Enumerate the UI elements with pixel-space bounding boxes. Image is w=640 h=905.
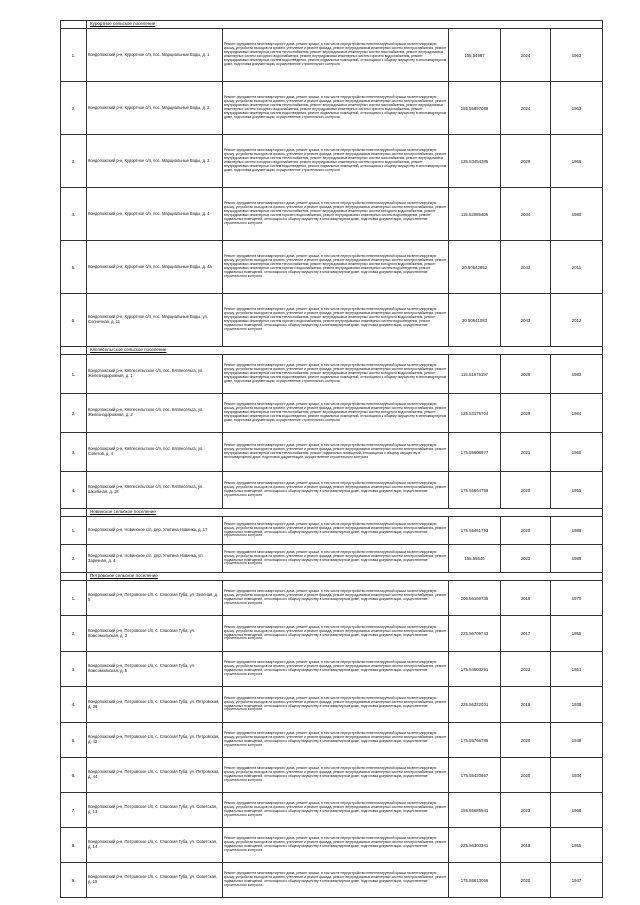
address-cell: Кондопожский р-н, Курортное с/п, пос. Марциальные Воды, д. 1 (87, 29, 223, 82)
section-blank-cell (61, 347, 87, 355)
row-number: 7. (61, 793, 87, 828)
cost-cell: 155.54987 (449, 29, 501, 82)
works-cell: Ремонт фундамента многоквартирного дома, ремонт крыши, в том числе переустройство невентилируемой крыши на вентилируемую крышу, устройство выходов на кровлю, утепление и ремонт фасада, ремонт внутридомовых инженерных систем электроснабжения, ремонт внутридомовых инженерных систем теплоснабжения, ремонт внутридомовых инженерных систем холодного водоснабжения, ремонт внутридомовых инженерных систем горячего водоснабжения, ремонт внутридомовых инженерных систем водоотведения, ремонт подвальных помещений, относящихся к общему имуществу в многоквартирном доме, подготовка документации, осуществление строительного контроля (223, 188, 449, 241)
address-cell: Кондопожский р-н, Петровское с/п, с. Спасская Губа, ул. Петровская, д. 44 (87, 758, 223, 793)
table-row (61, 355, 603, 394)
cost-cell: 155.55897089 (449, 82, 501, 135)
built-year-cell: 1938 (551, 687, 603, 723)
year-cell: 2022 (501, 652, 551, 687)
section-title: Новинское сельское поселение (87, 509, 603, 517)
built-year-cell: 1984 (551, 394, 603, 433)
row-number: 4. (61, 687, 87, 723)
cost-cell: 205.56169735 (449, 581, 501, 616)
section-blank-cell (61, 21, 87, 29)
year-cell: 2020 (501, 517, 551, 545)
address-cell: Кондопожский р-н, Новинское с/п, дер. Улитина Новинка, ул. Заречная, д. 4 (87, 545, 223, 573)
year-cell: 2018 (501, 687, 551, 723)
built-year-cell: 2012 (551, 294, 603, 347)
address-cell: Кондопожский р-н, Петровское с/п, с. Спасская Губа, ул. Петровская, д. 42 (87, 723, 223, 758)
address-cell: Кондопожский р-н, Курортное с/п, пос. Марциальные Воды, д. 4а (87, 241, 223, 294)
address-cell: Кондопожский р-н, Кяппесельгское с/п, пос. Кяппесельга, ул. Железнодорожная, д. 2 (87, 394, 223, 433)
built-year-cell: 1951 (551, 652, 603, 687)
works-cell: Ремонт фундамента многоквартирного дома, ремонт крыши, в том числе переустройство невентилируемой крыши на вентилируемую крышу, устройство выходов на кровлю, утепление и ремонт фасада, ремонт внутридомовых инженерных систем электроснабжения, ремонт подвальных помещений, относящихся к общему имуществу в многоквартирном доме, подготовка документации, осуществление строительного контроля (223, 517, 449, 545)
built-year-cell: 1989 (551, 545, 603, 573)
table-row (61, 188, 603, 241)
cost-cell: 115.52085405 (449, 188, 501, 241)
built-year-cell: 1934 (551, 758, 603, 793)
row-number: 1. (61, 29, 87, 82)
row-number: 8. (61, 828, 87, 863)
address-cell: Кондопожский р-н, Новинское с/п, дер. Улитина Новинка, д. 17 (87, 517, 223, 545)
year-cell: 2024 (501, 29, 551, 82)
cost-cell: 20.50641083 (449, 294, 501, 347)
works-cell: Ремонт фундамента многоквартирного дома, ремонт крыши, в том числе переустройство невентилируемой крыши на вентилируемую крышу, устройство выходов на кровлю, утепление и ремонт фасада, ремонт внутридомовых инженерных систем электроснабжения, ремонт внутридомовых инженерных систем теплоснабжения, ремонт подвальных помещений, относящихся к общему имуществу в многоквартирном доме, подготовка документации, осуществление строительного контроля (223, 433, 449, 472)
built-year-cell: 1963 (551, 29, 603, 82)
year-cell: 2020 (501, 758, 551, 793)
year-cell: 2024 (501, 82, 551, 135)
works-cell: Ремонт фундамента многоквартирного дома, ремонт крыши, в том числе переустройство невентилируемой крыши на вентилируемую крышу, устройство выходов на кровлю, утепление и ремонт фасада, ремонт внутридомовых инженерных систем электроснабжения, ремонт подвальных помещений, относящихся к общему имуществу в многоквартирном доме, подготовка документации, осуществление строительного контроля (223, 472, 449, 509)
table-row (61, 652, 603, 687)
table-row (61, 135, 603, 188)
works-cell: Ремонт фундамента многоквартирного дома, ремонт крыши, в том числе переустройство невентилируемой крыши на вентилируемую крышу, устройство выходов на кровлю, утепление и ремонт фасада, ремонт внутридомовых инженерных систем электроснабжения, ремонт подвальных помещений, относящихся к общему имуществу в многоквартирном доме, подготовка документации, осуществление строительного контроля (223, 863, 449, 898)
cost-cell: 225.56322031 (449, 687, 501, 723)
address-cell: Кондопожский р-н, Петровское с/п, с. Спасская Губа, ул. Комсомольская, д. 5 (87, 652, 223, 687)
row-number: 5. (61, 723, 87, 758)
cost-cell: 175.55766785 (449, 723, 501, 758)
year-cell: 2029 (501, 135, 551, 188)
built-year-cell: 1986 (551, 517, 603, 545)
row-number: 1. (61, 517, 87, 545)
built-year-cell: 1955 (551, 616, 603, 652)
row-number: 5. (61, 241, 87, 294)
section-title: Курортное сельское поселение (87, 21, 603, 29)
built-year-cell: 1947 (551, 863, 603, 898)
table-row (61, 294, 603, 347)
cost-cell: 175.55664759 (449, 472, 501, 509)
table-row (61, 723, 603, 758)
year-cell: 2043 (501, 241, 551, 294)
cost-cell: 225.56709743 (449, 616, 501, 652)
works-cell: Ремонт фундамента многоквартирного дома, ремонт крыши, в том числе переустройство невентилируемой крыши на вентилируемую крышу, устройство выходов на кровлю, утепление и ремонт фасада, ремонт внутридомовых инженерных систем электроснабжения, ремонт внутридомовых инженерных систем теплоснабжения, ремонт внутридомовых инженерных систем газоснабжения, ремонт внутридомовых инженерных систем холодного водоснабжения, ремонт внутридомовых инженерных систем горячего водоснабжения, ремонт внутридомовых инженерных систем водоотведения, ремонт подвальных помещений, относящихся к общему имуществу в многоквартирном доме, подготовка документации, осуществление строительного контроля (223, 82, 449, 135)
works-cell: Ремонт фундамента многоквартирного дома, ремонт крыши, в том числе переустройство невентилируемой крыши на вентилируемую крышу, устройство выходов на кровлю, утепление и ремонт фасада, ремонт внутридомовых инженерных систем электроснабжения, ремонт внутридомовых инженерных систем теплоснабжения, ремонт внутридомовых инженерных систем газоснабжения, ремонт внутридомовых инженерных систем холодного водоснабжения, ремонт внутридомовых инженерных систем горячего водоснабжения, ремонт внутридомовых инженерных систем водоотведения, ремонт подвальных помещений, относящихся к общему имуществу в многоквартирном доме, подготовка документации, осуществление строительного контроля (223, 135, 449, 188)
year-cell: 2043 (501, 294, 551, 347)
built-year-cell: 1948 (551, 723, 603, 758)
year-cell: 2034 (501, 188, 551, 241)
section-header-row (61, 509, 603, 517)
year-cell: 2021 (501, 433, 551, 472)
document-page (60, 20, 602, 898)
table-row (61, 616, 603, 652)
section-blank-cell (61, 573, 87, 581)
table-row (61, 517, 603, 545)
cost-cell: 175.54503291 (449, 652, 501, 687)
row-number: 2. (61, 545, 87, 573)
works-cell: Ремонт фундамента многоквартирного дома, ремонт крыши, в том числе переустройство невентилируемой крыши на вентилируемую крышу, устройство выходов на кровлю, утепление и ремонт фасада, ремонт внутридомовых инженерных систем электроснабжения, ремонт подвальных помещений, относящихся к общему имуществу в многоквартирном доме, подготовка документации, осуществление строительного контроля (223, 828, 449, 863)
table-row (61, 758, 603, 793)
row-number: 3. (61, 135, 87, 188)
year-cell: 2020 (501, 723, 551, 758)
built-year-cell: 1968 (551, 793, 603, 828)
row-number: 1. (61, 355, 87, 394)
row-number: 4. (61, 188, 87, 241)
section-header-row (61, 573, 603, 581)
address-cell: Кондопожский р-н, Кяппесельгское с/п, пос. Кяппесельга, ул. Железнодорожная, д. 1 (87, 355, 223, 394)
section-title: Кяппесельгское сельское поселение (87, 347, 603, 355)
year-cell: 2029 (501, 394, 551, 433)
row-number: 3. (61, 652, 87, 687)
address-cell: Кондопожский р-н, Петровское с/п, с. Спасская Губа, ул. Советская, д. 13 (87, 793, 223, 828)
address-cell: Кондопожский р-н, Петровское с/п, с. Спасская Губа, ул. Советская, д. 15 (87, 863, 223, 898)
cost-cell: 20.50642852 (449, 241, 501, 294)
row-number: 4. (61, 472, 87, 509)
works-cell: Ремонт фундамента многоквартирного дома, ремонт крыши, в том числе переустройство невентилируемой крыши на вентилируемую крышу, устройство выходов на кровлю, утепление и ремонт фасада, ремонт внутридомовых инженерных систем электроснабжения, ремонт подвальных помещений, относящихся к общему имуществу в многоквартирном доме, подготовка документации, осуществление строительного контроля (223, 545, 449, 573)
table-row (61, 863, 603, 898)
year-cell: 2020 (501, 472, 551, 509)
section-header-row (61, 347, 603, 355)
table-row (61, 687, 603, 723)
cost-cell: 115.51675197 (449, 355, 501, 394)
works-cell: Ремонт фундамента многоквартирного дома, ремонт крыши, в том числе переустройство невентилируемой крыши на вентилируемую крышу, устройство выходов на кровлю, утепление и ремонт фасада, ремонт внутридомовых инженерных систем электроснабжения, ремонт подвальных помещений, относящихся к общему имуществу в многоквартирном доме, подготовка документации, осуществление строительного контроля (223, 581, 449, 616)
works-cell: Ремонт фундамента многоквартирного дома, ремонт крыши, в том числе переустройство невентилируемой крыши на вентилируемую крышу, устройство выходов на кровлю, утепление и ремонт фасада, ремонт внутридомовых инженерных систем электроснабжения, ремонт внутридомовых инженерных систем теплоснабжения, ремонт внутридомовых инженерных систем газоснабжения, ремонт внутридомовых инженерных систем холодного водоснабжения, ремонт внутридомовых инженерных систем горячего водоснабжения, ремонт внутридомовых инженерных систем водоотведения, ремонт подвальных помещений, относящихся к общему имуществу в многоквартирном доме, подготовка документации, осуществление строительного контроля (223, 29, 449, 82)
address-cell: Кондопожский р-н, Курортное с/п, пос. Марциальные Воды, ул. Солнечная, д. 11 (87, 294, 223, 347)
row-number: 6. (61, 294, 87, 347)
built-year-cell: 1963 (551, 82, 603, 135)
built-year-cell: 1980 (551, 188, 603, 241)
cost-cell: 225.56303341 (449, 828, 501, 863)
section-blank-cell (61, 509, 87, 517)
built-year-cell: 1966 (551, 135, 603, 188)
works-cell: Ремонт фундамента многоквартирного дома, ремонт крыши, в том числе переустройство невентилируемой крыши на вентилируемую крышу, устройство выходов на кровлю, утепление и ремонт фасада, ремонт внутридомовых инженерных систем электроснабжения, ремонт подвальных помещений, относящихся к общему имуществу в многоквартирном доме, подготовка документации, осуществление строительного контроля (223, 723, 449, 758)
address-cell: Кондопожский р-н, Петровское с/п, с. Спасская Губа, ул. Зеленая, д. 5 (87, 581, 223, 616)
address-cell: Кондопожский р-н, Петровское с/п, с. Спасская Губа, ул. Комсомольская, д. 3 (87, 616, 223, 652)
cost-cell: 175.55608977 (449, 433, 501, 472)
works-cell: Ремонт фундамента многоквартирного дома, ремонт крыши, в том числе переустройство невентилируемой крыши на вентилируемую крышу, устройство выходов на кровлю, утепление и ремонт фасада, ремонт внутридомовых инженерных систем электроснабжения, ремонт внутридомовых инженерных систем теплоснабжения, ремонт внутридомовых инженерных систем холодного водоснабжения, ремонт внутридомовых инженерных систем водоотведения, ремонт подвальных помещений, относящихся к общему имуществу в многоквартирном доме, подготовка документации, осуществление строительного контроля (223, 355, 449, 394)
table-row (61, 472, 603, 509)
address-cell: Кондопожский р-н, Петровское с/п, с. Спасская Губа, ул. Петровская, д. 38 (87, 687, 223, 723)
works-cell: Ремонт фундамента многоквартирного дома, ремонт крыши, в том числе переустройство невентилируемой крыши на вентилируемую крышу, устройство выходов на кровлю, утепление и ремонт фасада, ремонт внутридомовых инженерных систем электроснабжения, ремонт подвальных помещений, относящихся к общему имуществу в многоквартирном доме, подготовка документации, осуществление строительного контроля (223, 687, 449, 723)
cost-cell: 135.53175704 (449, 394, 501, 433)
row-number: 2. (61, 616, 87, 652)
row-number: 9. (61, 863, 87, 898)
built-year-cell: 1970 (551, 581, 603, 616)
row-number: 6. (61, 758, 87, 793)
address-cell: Кондопожский р-н, Курортное с/п, пос. Марциальные Воды, д. 2 (87, 82, 223, 135)
year-cell: 2020 (501, 863, 551, 898)
table-row (61, 793, 603, 828)
table-row (61, 828, 603, 863)
year-cell: 2023 (501, 545, 551, 573)
year-cell: 2018 (501, 828, 551, 863)
built-year-cell: 1955 (551, 472, 603, 509)
section-header-row (61, 21, 603, 29)
repair-program-table (60, 20, 603, 898)
section-title: Петровское сельское поселение (87, 573, 603, 581)
row-number: 1. (61, 581, 87, 616)
works-cell: Ремонт фундамента многоквартирного дома, ремонт крыши, в том числе переустройство невентилируемой крыши на вентилируемую крышу, устройство выходов на кровлю, утепление и ремонт фасада, ремонт внутридомовых инженерных систем электроснабжения, ремонт подвальных помещений, относящихся к общему имуществу в многоквартирном доме, подготовка документации, осуществление строительного контроля (223, 758, 449, 793)
cost-cell: 135.53454385 (449, 135, 501, 188)
address-cell: Кондопожский р-н, Петровское с/п, с. Спасская Губа, ул. Советская, д. 14 (87, 828, 223, 863)
cost-cell: 155.55685541 (449, 793, 501, 828)
table-row (61, 82, 603, 135)
row-number: 2. (61, 82, 87, 135)
built-year-cell: 1960 (551, 433, 603, 472)
row-number: 2. (61, 394, 87, 433)
year-cell: 2023 (501, 793, 551, 828)
built-year-cell: 2011 (551, 241, 603, 294)
works-cell: Ремонт фундамента многоквартирного дома, ремонт крыши, в том числе переустройство невентилируемой крыши на вентилируемую крышу, устройство выходов на кровлю, утепление и ремонт фасада, ремонт внутридомовых инженерных систем электроснабжения, ремонт внутридомовых инженерных систем теплоснабжения, ремонт внутридомовых инженерных систем холодного водоснабжения, ремонт внутридомовых инженерных систем горячего водоснабжения, ремонт внутридомовых инженерных систем водоотведения, ремонт подвальных помещений, относящихся к общему имуществу в многоквартирном доме, подготовка документации, осуществление строительного контроля (223, 241, 449, 294)
cost-cell: 175.55461753 (449, 517, 501, 545)
cost-cell: 175.55420657 (449, 758, 501, 793)
works-cell: Ремонт фундамента многоквартирного дома, ремонт крыши, в том числе переустройство невентилируемой крыши на вентилируемую крышу, устройство выходов на кровлю, утепление и ремонт фасада, ремонт внутридомовых инженерных систем электроснабжения, ремонт подвальных помещений, относящихся к общему имуществу в многоквартирном доме, подготовка документации, осуществление строительного контроля (223, 652, 449, 687)
built-year-cell: 1983 (551, 355, 603, 394)
works-cell: Ремонт фундамента многоквартирного дома, ремонт крыши, в том числе переустройство невентилируемой крыши на вентилируемую крышу, устройство выходов на кровлю, утепление и ремонт фасада, ремонт внутридомовых инженерных систем электроснабжения, ремонт подвальных помещений, относящихся к общему имуществу в многоквартирном доме, подготовка документации, осуществление строительного контроля (223, 616, 449, 652)
works-cell: Ремонт фундамента многоквартирного дома, ремонт крыши, в том числе переустройство невентилируемой крыши на вентилируемую крышу, устройство выходов на кровлю, утепление и ремонт фасада, ремонт внутридомовых инженерных систем электроснабжения, ремонт внутридомовых инженерных систем теплоснабжения, ремонт внутридомовых инженерных систем холодного водоснабжения, ремонт внутридомовых инженерных систем горячего водоснабжения, ремонт внутридомовых инженерных систем водоотведения, ремонт подвальных помещений, относящихся к общему имуществу в многоквартирном доме, подготовка документации, осуществление строительного контроля (223, 294, 449, 347)
cost-cell: 175.55613066 (449, 863, 501, 898)
address-cell: Кондопожский р-н, Курортное с/п, пос. Марциальные Воды, д. 4 (87, 188, 223, 241)
table-row (61, 29, 603, 82)
address-cell: Кондопожский р-н, Кяппесельгское с/п, пос. Кяппесельга, ул. Школьная, д. 18 (87, 472, 223, 509)
address-cell: Кондопожский р-н, Курортное с/п, пос. Марциальные Воды, д. 3 (87, 135, 223, 188)
table-row (61, 433, 603, 472)
address-cell: Кондопожский р-н, Кяппесельгское с/п, пос. Кяппесельга, ул. Советов, д. 4 (87, 433, 223, 472)
year-cell: 2017 (501, 616, 551, 652)
table-row (61, 545, 603, 573)
table-row (61, 581, 603, 616)
built-year-cell: 1955 (551, 828, 603, 863)
year-cell: 2019 (501, 581, 551, 616)
works-cell: Ремонт фундамента многоквартирного дома, ремонт крыши, в том числе переустройство невентилируемой крыши на вентилируемую крышу, устройство выходов на кровлю, утепление и ремонт фасада, ремонт внутридомовых инженерных систем электроснабжения, ремонт подвальных помещений, относящихся к общему имуществу в многоквартирном доме, подготовка документации, осуществление строительного контроля (223, 793, 449, 828)
table-row (61, 394, 603, 433)
cost-cell: 155.55646 (449, 545, 501, 573)
year-cell: 2029 (501, 355, 551, 394)
table-body (61, 21, 603, 898)
row-number: 3. (61, 433, 87, 472)
works-cell: Ремонт фундамента многоквартирного дома, ремонт крыши, в том числе переустройство невентилируемой крыши на вентилируемую крышу, устройство выходов на кровлю, утепление и ремонт фасада, ремонт внутридомовых инженерных систем электроснабжения, ремонт внутридомовых инженерных систем теплоснабжения, ремонт внутридомовых инженерных систем холодного водоснабжения, ремонт внутридомовых инженерных систем водоотведения, ремонт подвальных помещений, относящихся к общему имуществу в многоквартирном доме, подготовка документации, осуществление строительного контроля (223, 394, 449, 433)
table-row (61, 241, 603, 294)
